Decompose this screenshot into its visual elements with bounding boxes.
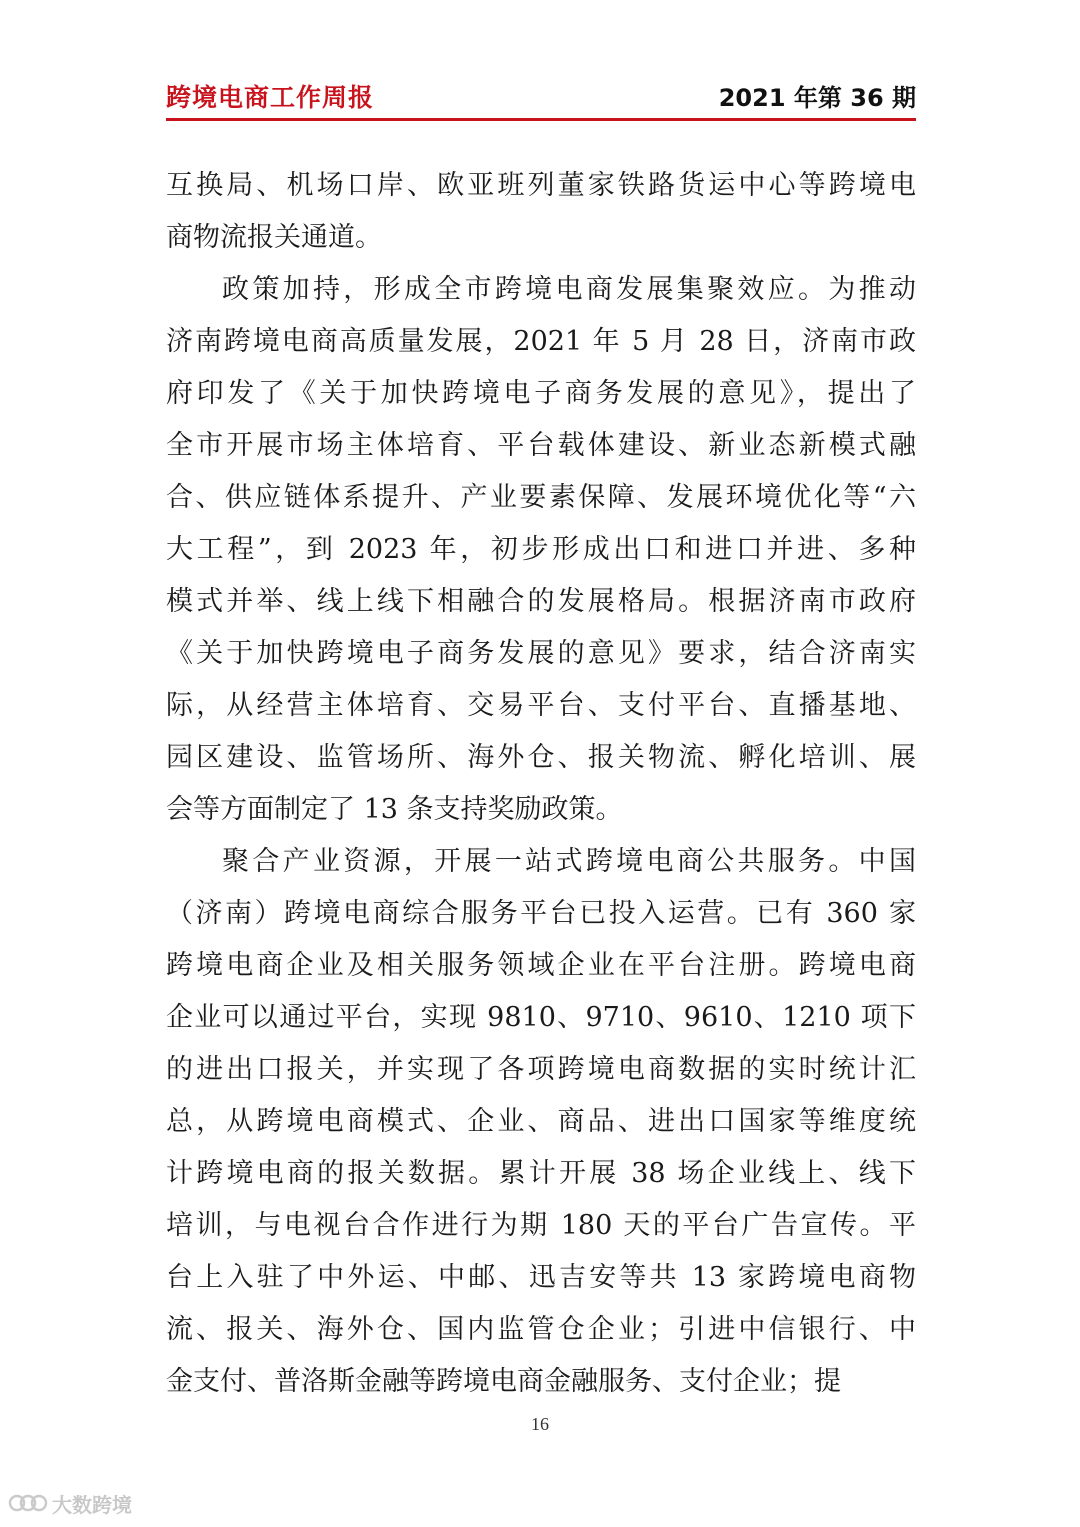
publication-title: 跨境电商工作周报 xyxy=(166,83,375,112)
text-line: 园区建设、监管场所、海外仓、报关物流、孵化培训、展 xyxy=(166,742,916,773)
text-line: 培训，与电视台合作进行为期 180 天的平台广告宣传。平 xyxy=(166,1210,916,1241)
text-line: （济南）跨境电商综合服务平台已投入运营。已有 360 家 xyxy=(166,898,916,929)
header-divider xyxy=(166,118,916,121)
paragraph xyxy=(166,160,916,264)
watermark-text: 大数跨境 xyxy=(52,1492,132,1517)
text-line: 总，从跨境电商模式、企业、商品、进出口国家等维度统 xyxy=(166,1106,916,1137)
text-line: 府印发了《关于加快跨境电子商务发展的意见》，提出了 xyxy=(166,378,916,409)
text-line: 台上入驻了中外运、中邮、迅吉安等共 13 家跨境电商物 xyxy=(166,1262,916,1293)
text-line: 金支付、普洛斯金融等跨境电商金融服务、支付企业；提 xyxy=(166,1366,841,1397)
text-line: 商物流报关通道。 xyxy=(166,222,382,253)
chain-link-logo-icon xyxy=(8,1491,48,1515)
page-number: 16 xyxy=(531,1414,549,1434)
issue-number: 2021 年第 36 期 xyxy=(718,84,916,112)
paragraph xyxy=(166,836,916,1408)
text-line: 合、供应链体系提升、产业要素保障、发展环境优化等“六 xyxy=(166,482,916,513)
text-line: 模式并举、线上线下相融合的发展格局。根据济南市政府 xyxy=(166,586,916,617)
text-line: 会等方面制定了 13 条支持奖励政策。 xyxy=(166,794,623,825)
text-line: 聚合产业资源，开展一站式跨境电商公共服务。中国 xyxy=(222,846,916,877)
text-line: 全市开展市场主体培育、平台载体建设、新业态新模式融 xyxy=(166,430,916,461)
text-line: 互换局、机场口岸、欧亚班列董家铁路货运中心等跨境电 xyxy=(166,170,916,201)
text-line: 大工程”，到 2023 年，初步形成出口和进口并进、多种 xyxy=(166,534,916,565)
text-line: 跨境电商企业及相关服务领域企业在平台注册。跨境电商 xyxy=(166,950,916,981)
text-line: 济南跨境电商高质量发展，2021 年 5 月 28 日，济南市政 xyxy=(166,326,916,357)
text-line: 政策加持，形成全市跨境电商发展集聚效应。为推动 xyxy=(222,274,916,305)
document-body xyxy=(166,160,916,1408)
page-header xyxy=(166,78,916,110)
watermark xyxy=(8,1488,132,1518)
text-line: 企业可以通过平台，实现 9810、9710、9610、1210 项下 xyxy=(166,1002,916,1033)
paragraph xyxy=(166,264,916,836)
text-line: 计跨境电商的报关数据。累计开展 38 场企业线上、线下 xyxy=(166,1158,916,1189)
text-line: 《关于加快跨境电子商务发展的意见》要求，结合济南实 xyxy=(166,638,916,669)
text-line: 际，从经营主体培育、交易平台、支付平台、直播基地、 xyxy=(166,690,916,721)
text-line: 流、报关、海外仓、国内监管仓企业；引进中信银行、中 xyxy=(166,1314,916,1345)
text-line: 的进出口报关，并实现了各项跨境电商数据的实时统计汇 xyxy=(166,1054,916,1085)
